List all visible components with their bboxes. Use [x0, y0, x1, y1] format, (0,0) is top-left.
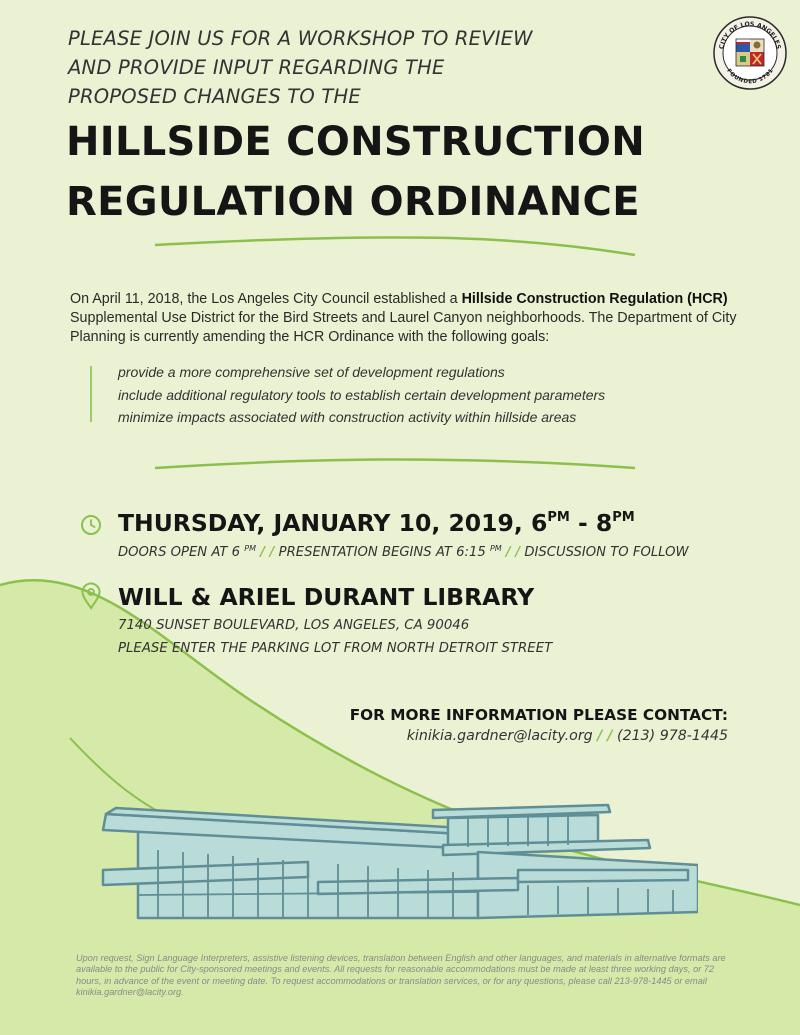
contact-heading: FOR MORE INFORMATION PLEASE CONTACT: [349, 706, 728, 724]
intro-line-1: PLEASE JOIN US FOR A WORKSHOP TO REVIEW [68, 27, 533, 50]
accessibility-notice: Upon request, Sign Language Interpreters, assistive listening devices, translation between English and other languages, and materials in alternative formats are available to the public for City-sponsored meetings and events. All requests for reasonable accommodations must be made at least three working days, or 72 hours, in advance of the event or meeting date. To request accommodations or translation services, or for any questions, please call 213-978-1445 or email kinikia.gardner@lacity.org. [76, 953, 726, 997]
intro-line-3: PROPOSED CHANGES TO THE [68, 85, 361, 108]
event-date: THURSDAY, JANUARY 10, 2019, 6 [118, 509, 548, 537]
description-rest: Supplemental Use District for the Bird Streets and Laurel Canyon neighborhoods. The Department of City Planning is currently amending the HCR Ordinance with the following goals: [70, 310, 737, 345]
contact-info [407, 728, 728, 744]
separator: / / [505, 545, 521, 560]
end-suffix: PM [612, 510, 635, 525]
svg-text:CITY OF LOS ANGELES: CITY OF LOS ANGELES [718, 20, 782, 50]
contact-phone-link[interactable]: (213) 978-1445 [617, 728, 728, 744]
goal-item: include additional regulatory tools to establish certain development parameters [118, 386, 606, 403]
city-seal-logo [713, 16, 787, 90]
location-pin-icon [80, 582, 102, 610]
goals-divider-bar [90, 366, 92, 422]
divider-line-top [155, 237, 635, 255]
goal-item: provide a more comprehensive set of development regulations [118, 364, 505, 380]
description-intro: On April 11, 2018, the Los Angeles City Council established a [70, 291, 462, 307]
divider-line-bottom [155, 459, 635, 468]
clock-icon [80, 514, 102, 536]
page-title [66, 112, 766, 232]
start-suffix: PM [547, 510, 570, 525]
discussion-note: DISCUSSION TO FOLLOW [524, 545, 689, 560]
separator: / / [260, 545, 275, 560]
title-line-2: REGULATION ORDINANCE [66, 179, 640, 225]
title-line-1: HILLSIDE CONSTRUCTION [66, 119, 645, 165]
contact-email-link[interactable]: kinikia.gardner@lacity.org [406, 728, 593, 744]
goal-item: minimize impacts associated with construction activity within hillside areas [118, 409, 577, 425]
intro-text [68, 24, 688, 111]
doors-open: DOORS OPEN AT 6 [118, 545, 245, 560]
event-date-time [118, 509, 635, 537]
seal-shield [736, 39, 764, 66]
event-schedule [118, 544, 689, 560]
venue-details [118, 615, 552, 660]
description-bold: Hillside Construction Regulation (HCR) [461, 291, 728, 307]
separator: / / [597, 728, 613, 744]
venue-address: 7140 SUNSET BOULEVARD, LOS ANGELES, CA 90046 [118, 618, 470, 633]
end-time: - 8 [569, 509, 613, 537]
intro-line-2: AND PROVIDE INPUT REGARDING THE [68, 56, 445, 79]
goals-list [118, 361, 718, 429]
description-paragraph [70, 290, 740, 347]
library-building-illustration [98, 800, 698, 925]
doors-suffix: PM [244, 544, 256, 553]
presentation-suffix: PM [489, 544, 502, 553]
presentation-time: PRESENTATION BEGINS AT 6:15 [278, 545, 490, 560]
svg-text:FOUNDED 1781: FOUNDED 1781 [725, 68, 775, 86]
venue-name: WILL & ARIEL DURANT LIBRARY [118, 583, 535, 611]
parking-instructions: PLEASE ENTER THE PARKING LOT FROM NORTH DETROIT STREET [118, 640, 553, 656]
